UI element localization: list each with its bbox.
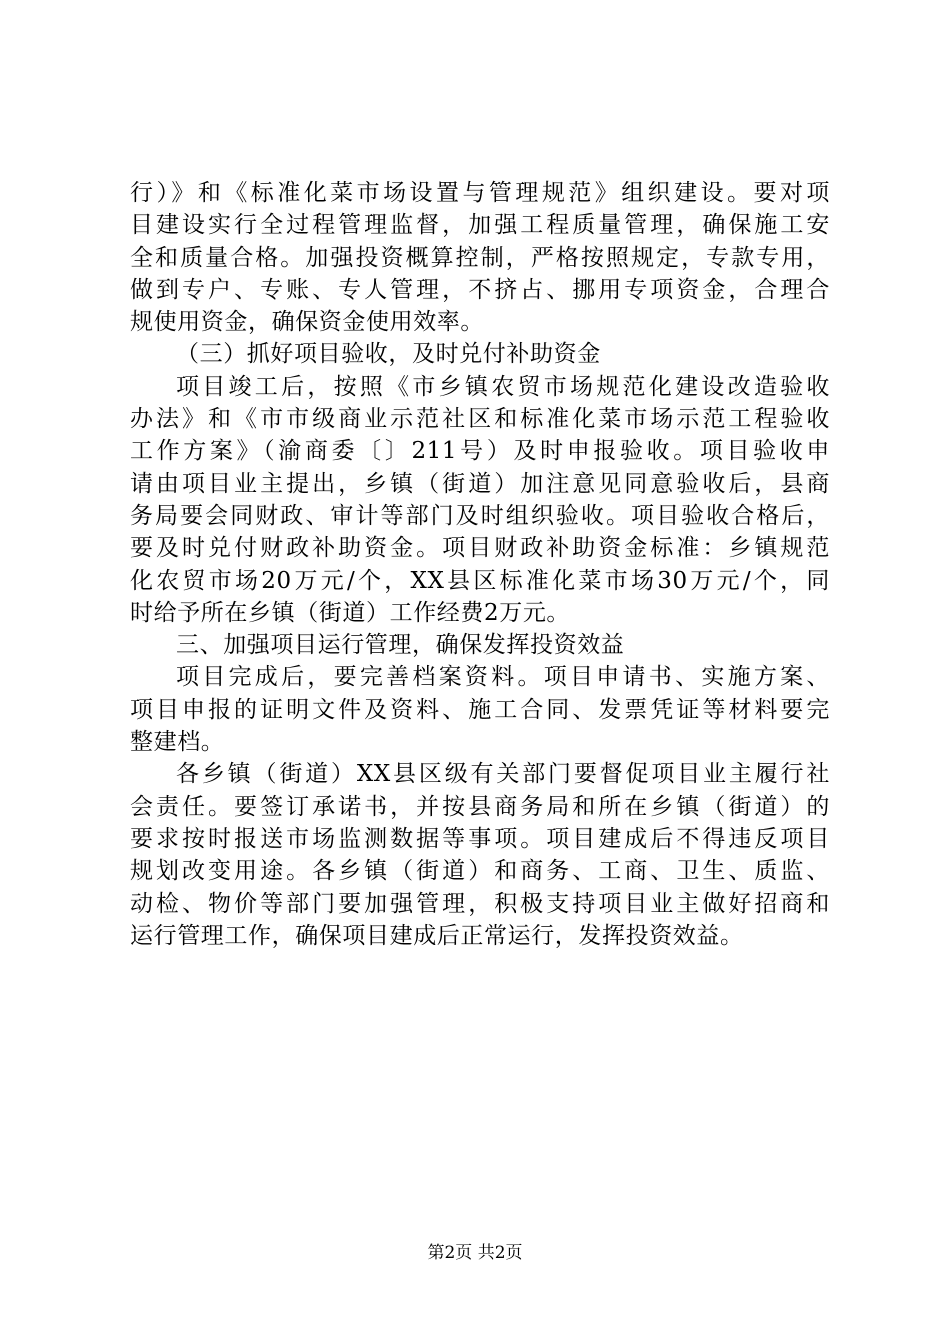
text-line: 各乡镇（街道）XX县区级有关部门要督促项目业主履行社 [176, 761, 830, 788]
text-line: 化农贸市场20万元/个，XX县区标准化菜市场30万元/个，同 [130, 567, 830, 594]
text-line: 项目竣工后，按照《市乡镇农贸市场规范化建设改造验收 [176, 373, 830, 400]
text-line: 整建档。 [130, 729, 225, 756]
text-line: 务局要会同财政、审计等部门及时组织验收。项目验收合格后， [130, 502, 830, 529]
text-line: （三）抓好项目验收，及时兑付补助资金 [176, 341, 601, 368]
text-line: 运行管理工作，确保项目建成后正常运行，发挥投资效益。 [130, 922, 744, 949]
text-line: 时给予所在乡镇（街道）工作经费2万元。 [130, 599, 571, 626]
text-line: 工作方案》（渝商委〔〕211号）及时申报验收。项目验收申 [130, 438, 830, 465]
text-line: 请由项目业主提出，乡镇（街道）加注意见同意验收后，县商 [130, 470, 830, 497]
text-line: 规划改变用途。各乡镇（街道）和商务、工商、卫生、质监、 [130, 858, 830, 885]
text-line: 要求按时报送市场监测数据等事项。项目建成后不得违反项目 [130, 825, 830, 852]
text-line: 项目完成后，要完善档案资料。项目申请书、实施方案、 [176, 664, 830, 691]
page-footer: 第2页 共2页 [427, 1243, 523, 1263]
text-line: 行）》和《标准化菜市场设置与管理规范》组织建设。要对项 [130, 180, 830, 206]
text-line: 目建设实行全过程管理监督，加强工程质量管理，确保施工安 [130, 212, 830, 239]
document-body [130, 177, 830, 952]
text-line: 要及时兑付财政补助资金。项目财政补助资金标准：乡镇规范 [130, 535, 830, 562]
text-line: 全和质量合格。加强投资概算控制，严格按照规定，专款专用， [130, 244, 830, 271]
text-line: 办法》和《市市级商业示范社区和标准化菜市场示范工程验收 [130, 406, 830, 433]
text-line: 三、加强项目运行管理，确保发挥投资效益 [176, 632, 625, 659]
text-line: 做到专户、专账、专人管理，不挤占、挪用专项资金，合理合 [130, 276, 830, 303]
text-line: 项目申报的证明文件及资料、施工合同、发票凭证等材料要完 [130, 696, 830, 723]
text-line: 会责任。要签订承诺书，并按县商务局和所在乡镇（街道）的 [130, 793, 830, 820]
text-line: 动检、物价等部门要加强管理，积极支持项目业主做好招商和 [130, 890, 830, 917]
text-line: 规使用资金，确保资金使用效率。 [130, 309, 484, 336]
